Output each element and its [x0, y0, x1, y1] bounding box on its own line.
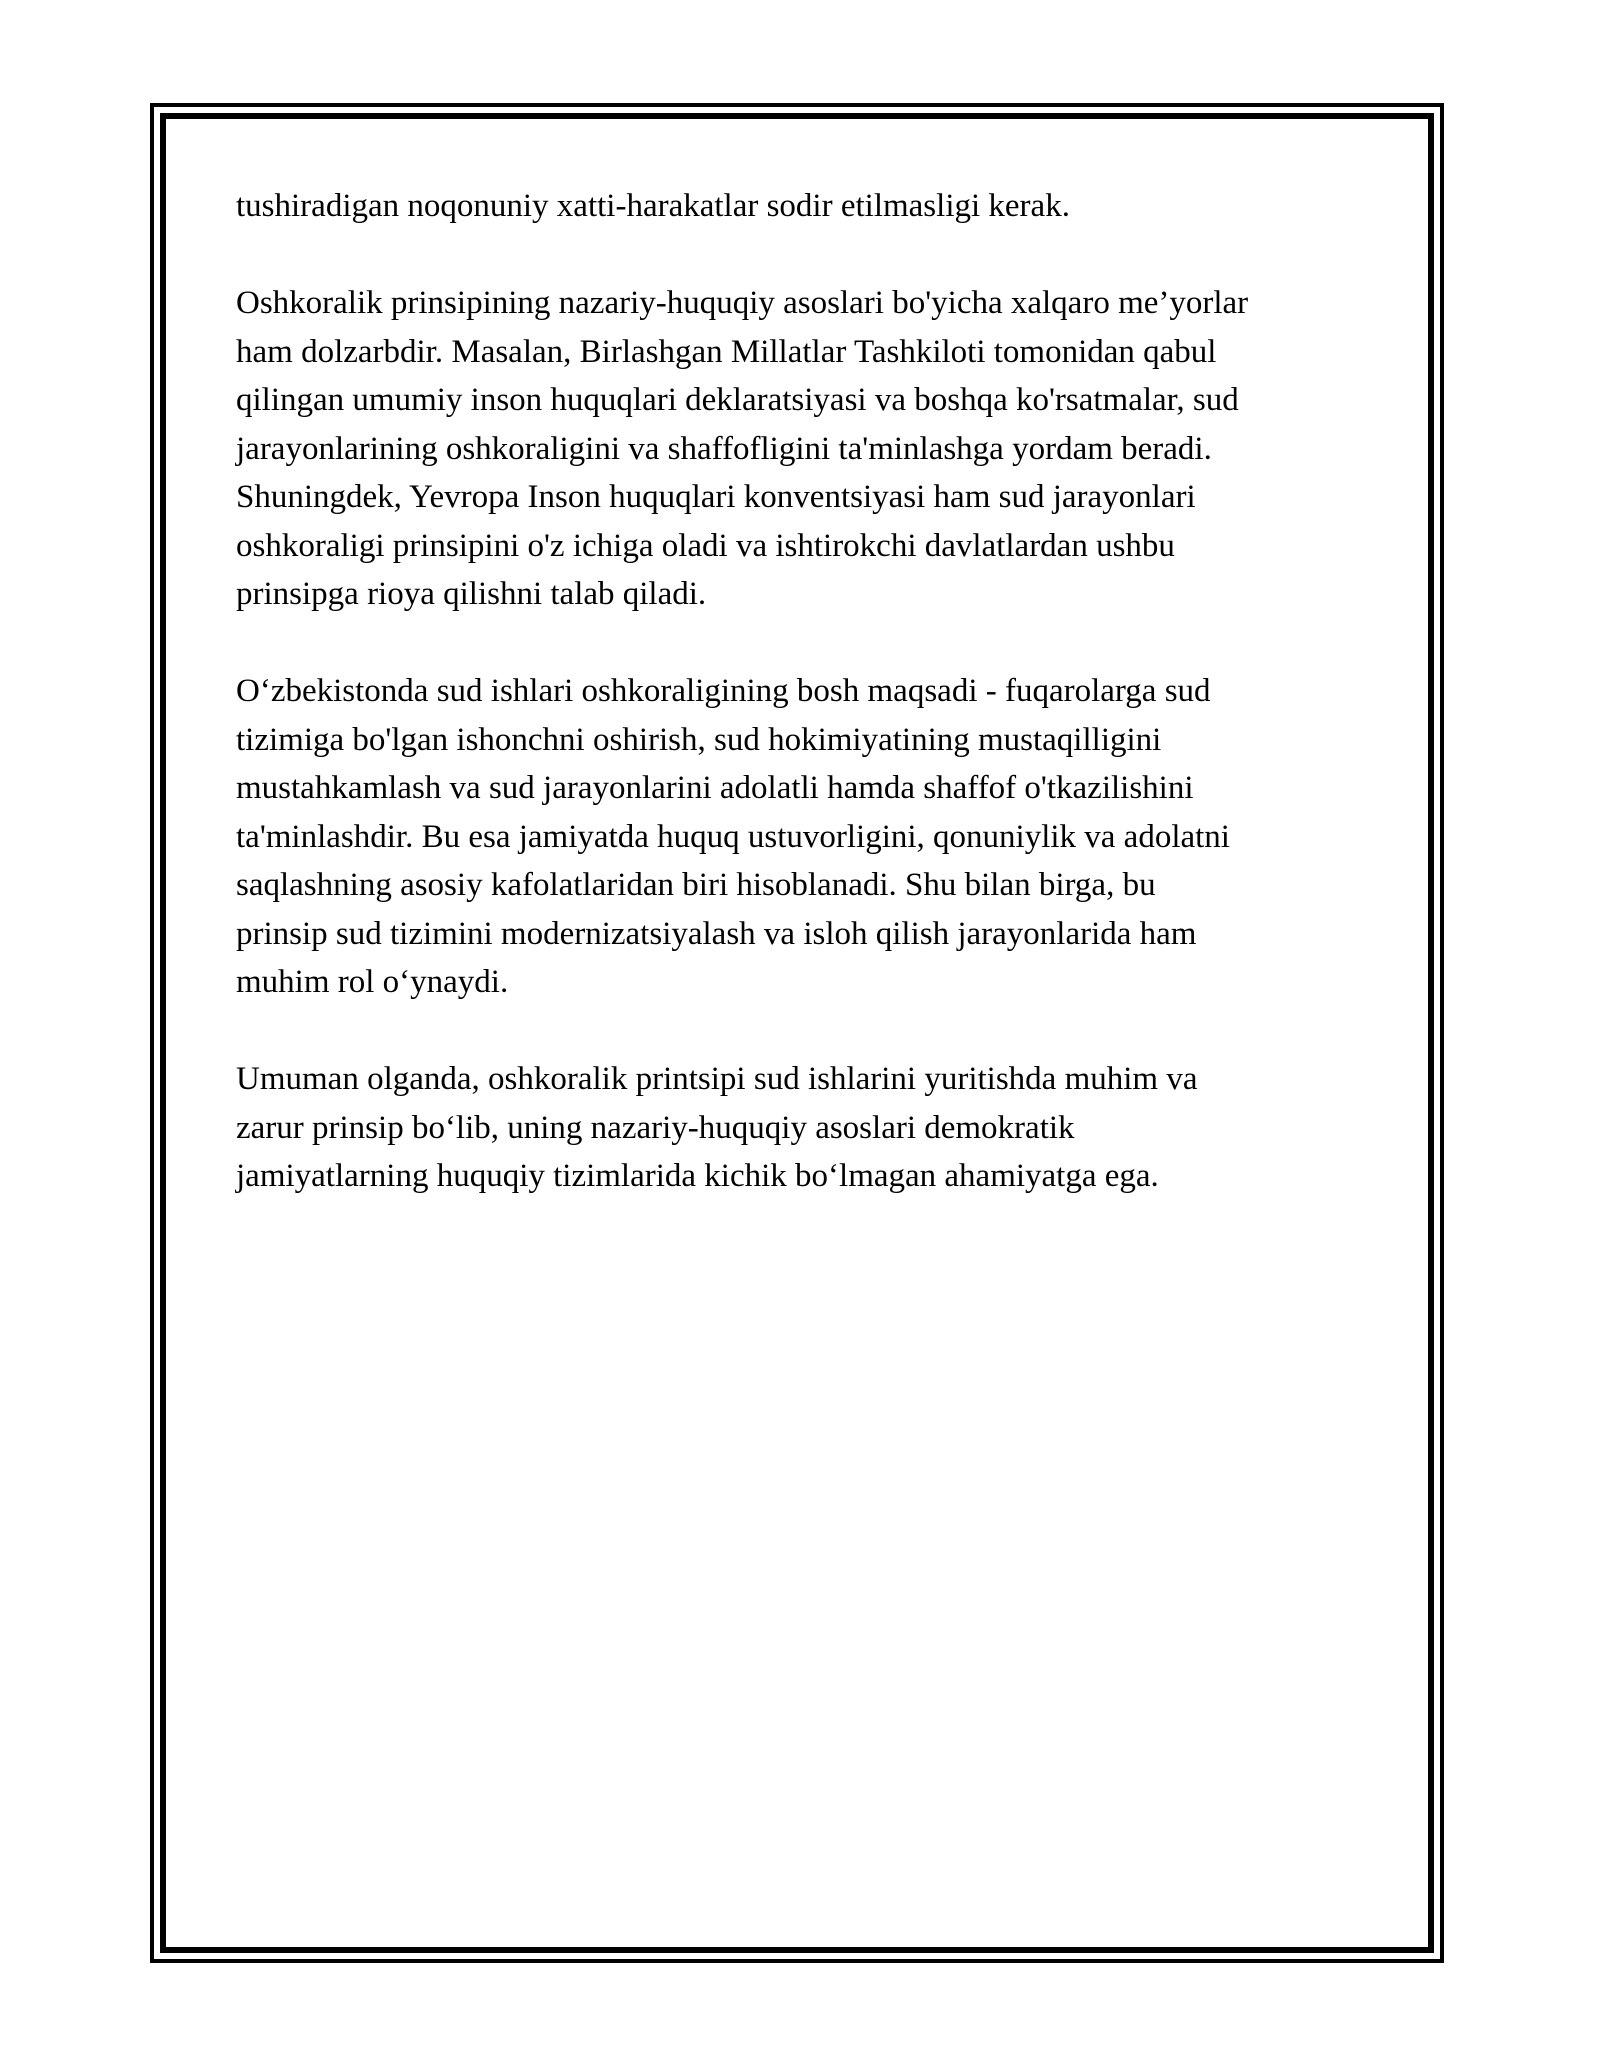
paragraph-line: Umuman olganda, oshkoralik printsipi sud ishlarini yuritishda muhim va [236, 1061, 1198, 1097]
paragraph-line: qilingan umumiy inson huquqlari deklaratsiyasi va boshqa ko'rsatmalar, sud [236, 382, 1239, 418]
paragraph-line: saqlashning asosiy kafolatlaridan biri hisoblanadi. Shu bilan birga, bu [236, 867, 1156, 903]
paragraph-line: Shuningdek, Yevropa Inson huquqlari konventsiyasi ham sud jarayonlari [236, 479, 1196, 515]
paragraph-3 [236, 667, 1376, 1007]
paragraph-line: tizimiga bo'lgan ishonchni oshirish, sud hokimiyatining mustaqilligini [236, 721, 1162, 758]
paragraph-line: jarayonlarining oshkoraligini va shaffofligini ta'minlashga yordam beradi. [236, 430, 1212, 467]
document-body [236, 182, 1376, 1249]
paragraph-line: muhim rol o‘ynaydi. [236, 964, 509, 1000]
paragraph-line: O‘zbekistonda sud ishlari oshkoraligining bosh maqsadi - fuqarolarga sud [236, 673, 1211, 709]
paragraph-line: ham dolzarbdir. Masalan, Birlashgan Millatlar Tashkiloti tomonidan qabul [236, 333, 1217, 370]
paragraph-line: tushiradigan noqonuniy xatti-harakatlar sodir etilmasligi kerak. [236, 188, 1070, 224]
paragraph-line: zarur prinsip bo‘lib, uning nazariy-huquqiy asoslari demokratik [236, 1109, 1075, 1146]
paragraph-line: oshkoraligi prinsipini o'z ichiga oladi va ishtirokchi davlatlardan ushbu [236, 527, 1175, 564]
paragraph-line: Oshkoralik prinsipining nazariy-huquqiy asoslari bo'yicha xalqaro me’yorlar [236, 285, 1249, 321]
paragraph-2 [236, 279, 1376, 619]
paragraph-line: mustahkamlash va sud jarayonlarini adolatli hamda shaffof o'tkazilishini [236, 770, 1194, 806]
paragraph-line: prinsipga rioya qilishni talab qiladi. [236, 576, 707, 612]
paragraph-line: prinsip sud tizimini modernizatsiyalash va isloh qilish jarayonlarida ham [236, 915, 1197, 952]
paragraph-1 [236, 182, 1376, 231]
paragraph-line: ta'minlashdir. Bu esa jamiyatda huquq ustuvorligini, qonuniylik va adolatni [236, 818, 1230, 855]
paragraph-4 [236, 1055, 1376, 1201]
paragraph-line: jamiyatlarning huquqiy tizimlarida kichik bo‘lmagan ahamiyatga ega. [236, 1158, 1159, 1194]
